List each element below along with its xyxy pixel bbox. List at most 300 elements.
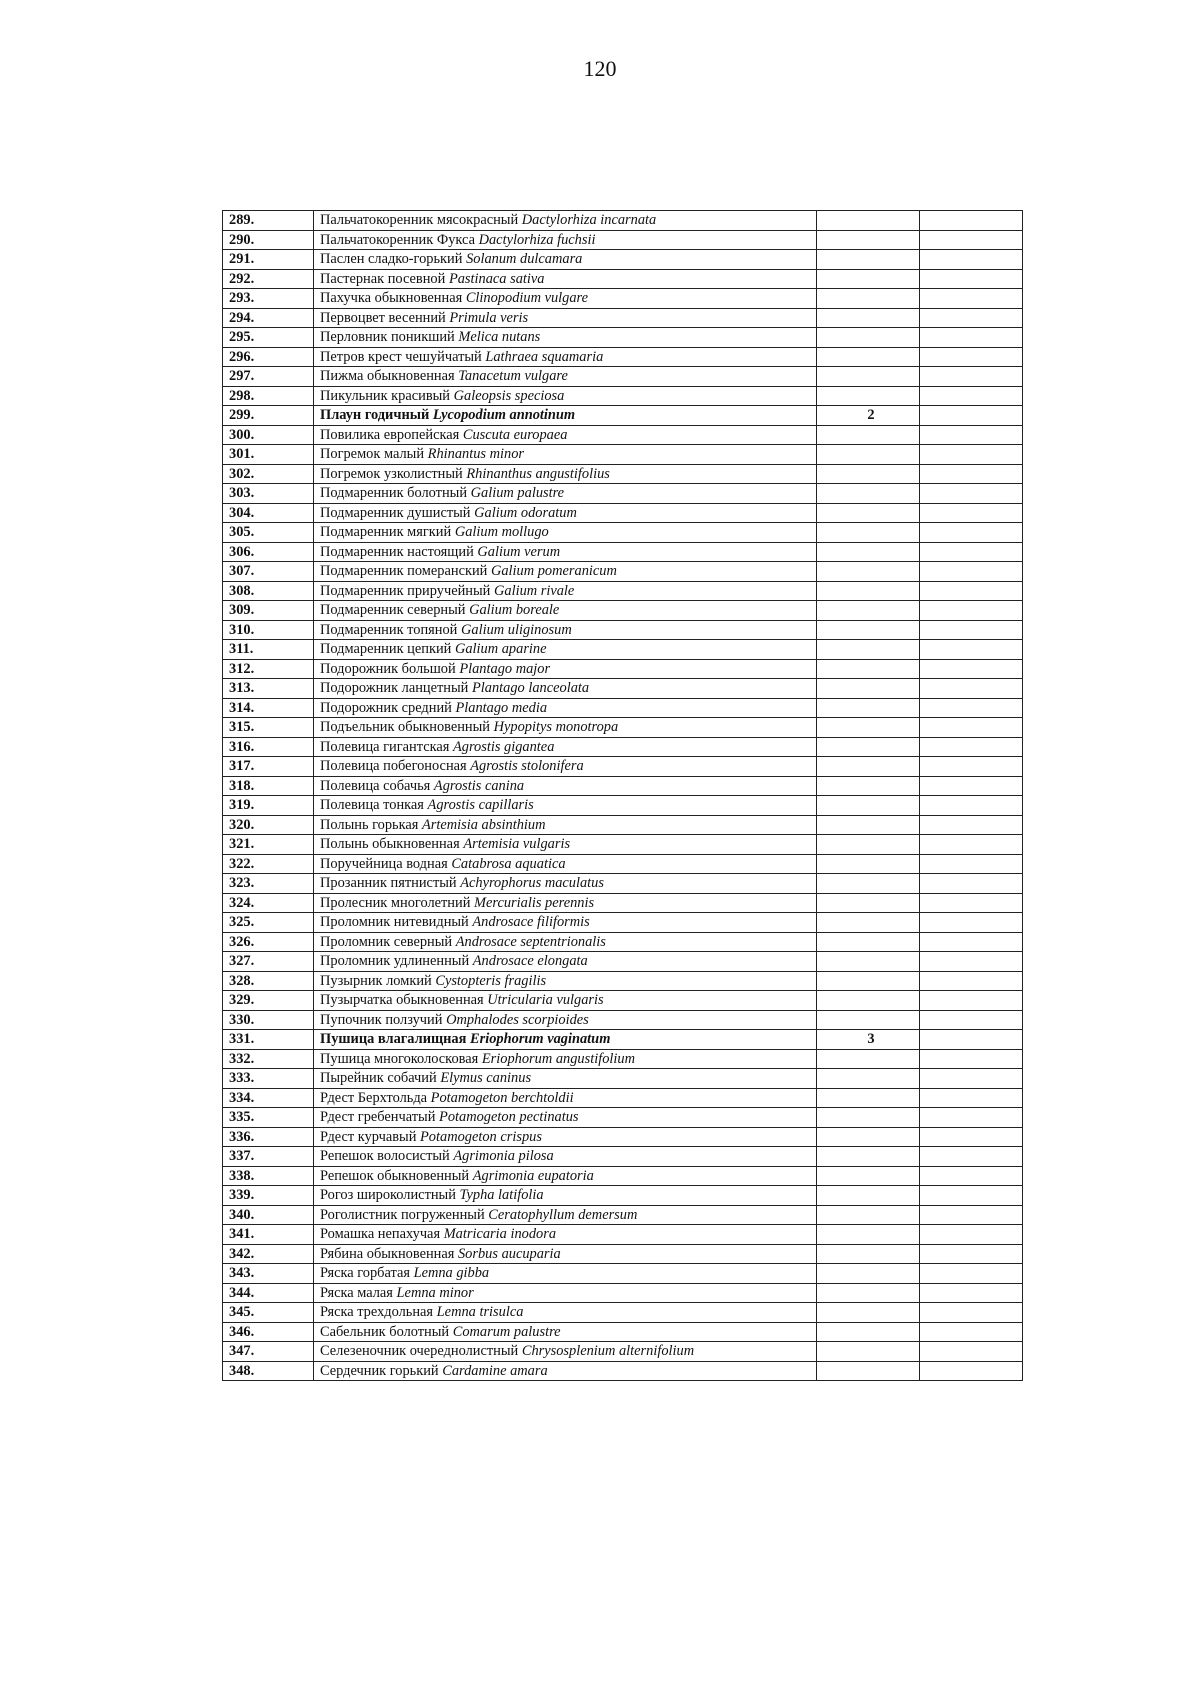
- row-number: 298.: [223, 386, 314, 406]
- table-row: [223, 1205, 1023, 1225]
- empty-cell: [920, 659, 1023, 679]
- row-number: 336.: [223, 1127, 314, 1147]
- empty-cell: [920, 679, 1023, 699]
- table-row: [223, 425, 1023, 445]
- empty-cell: [920, 874, 1023, 894]
- table-row: [223, 1147, 1023, 1167]
- species-latin-name: Primula veris: [449, 309, 529, 326]
- row-number: 347.: [223, 1342, 314, 1362]
- row-number: 305.: [223, 523, 314, 543]
- species-russian-name: Подмаренник померанский: [320, 563, 488, 580]
- status-category: [817, 347, 920, 367]
- empty-cell: [920, 1147, 1023, 1167]
- species-russian-name: Роголистник погруженный: [320, 1206, 485, 1223]
- status-category: [817, 503, 920, 523]
- empty-cell: [920, 796, 1023, 816]
- table-row: [223, 1342, 1023, 1362]
- species-latin-name: Ceratophyllum demersum: [488, 1206, 638, 1223]
- species-name-cell: [314, 1322, 817, 1342]
- status-category: [817, 659, 920, 679]
- species-name-cell: [314, 991, 817, 1011]
- species-name-cell: [314, 328, 817, 348]
- row-number: 344.: [223, 1283, 314, 1303]
- species-name-cell: [314, 1225, 817, 1245]
- species-name-cell: [314, 679, 817, 699]
- species-russian-name: Пальчатокоренник Фукса: [320, 231, 475, 248]
- species-name-cell: [314, 757, 817, 777]
- species-name-cell: [314, 1342, 817, 1362]
- status-category: [817, 230, 920, 250]
- species-latin-name: Rhinanthus angustifolius: [466, 465, 610, 482]
- table-row: [223, 1303, 1023, 1323]
- table-row: [223, 874, 1023, 894]
- table-row: [223, 854, 1023, 874]
- row-number: 321.: [223, 835, 314, 855]
- species-name-cell: [314, 913, 817, 933]
- empty-cell: [920, 1127, 1023, 1147]
- species-russian-name: Поручейница водная: [320, 855, 448, 872]
- status-category: [817, 952, 920, 972]
- status-category: [817, 445, 920, 465]
- empty-cell: [920, 640, 1023, 660]
- empty-cell: [920, 347, 1023, 367]
- row-number: 342.: [223, 1244, 314, 1264]
- empty-cell: [920, 1088, 1023, 1108]
- species-latin-name: Agrostis canina: [433, 777, 525, 794]
- species-russian-name: Пролесник многолетний: [320, 894, 471, 911]
- row-number: 300.: [223, 425, 314, 445]
- species-russian-name: Репешок волосистый: [320, 1148, 450, 1165]
- table-row: [223, 367, 1023, 387]
- species-name-cell: [314, 1069, 817, 1089]
- species-latin-name: Lemna gibba: [413, 1265, 490, 1282]
- table-row: [223, 1322, 1023, 1342]
- species-name-cell: [314, 874, 817, 894]
- empty-cell: [920, 1049, 1023, 1069]
- empty-cell: [920, 367, 1023, 387]
- status-category: [817, 1049, 920, 1069]
- empty-cell: [920, 601, 1023, 621]
- status-category: [817, 874, 920, 894]
- table-row: [223, 893, 1023, 913]
- species-russian-name: Пырейник собачий: [320, 1070, 437, 1087]
- table-row: [223, 601, 1023, 621]
- row-number: 331.: [223, 1030, 314, 1050]
- species-latin-name: Elymus caninus: [440, 1070, 532, 1087]
- row-number: 341.: [223, 1225, 314, 1245]
- species-latin-name: Agrostis stolonifera: [470, 758, 584, 775]
- status-category: [817, 464, 920, 484]
- species-latin-name: Solanum dulcamara: [466, 251, 583, 268]
- species-name-cell: [314, 796, 817, 816]
- species-russian-name: Пальчатокоренник мясокрасный: [320, 212, 519, 229]
- species-latin-name: Eriophorum vaginatum: [470, 1031, 611, 1048]
- table-row: [223, 1069, 1023, 1089]
- species-name-cell: [314, 601, 817, 621]
- status-category: [817, 542, 920, 562]
- species-latin-name: Galium uliginosum: [461, 621, 572, 638]
- empty-cell: [920, 1205, 1023, 1225]
- status-category: [817, 562, 920, 582]
- row-number: 328.: [223, 971, 314, 991]
- table-row: [223, 1244, 1023, 1264]
- species-name-cell: [314, 542, 817, 562]
- table-row: [223, 250, 1023, 270]
- species-russian-name: Пупочник ползучий: [320, 1011, 443, 1028]
- status-category: [817, 757, 920, 777]
- empty-cell: [920, 503, 1023, 523]
- species-name-cell: [314, 640, 817, 660]
- empty-cell: [920, 523, 1023, 543]
- status-category: [817, 1010, 920, 1030]
- species-table-body: [223, 211, 1023, 1381]
- status-category: [817, 1069, 920, 1089]
- species-latin-name: Galium boreale: [469, 602, 560, 619]
- species-latin-name: Galium odoratum: [474, 504, 577, 521]
- empty-cell: [920, 562, 1023, 582]
- species-name-cell: [314, 581, 817, 601]
- table-row: [223, 757, 1023, 777]
- species-name-cell: [314, 971, 817, 991]
- row-number: 301.: [223, 445, 314, 465]
- species-name-cell: [314, 893, 817, 913]
- status-category: [817, 893, 920, 913]
- species-latin-name: Galium rivale: [493, 582, 575, 599]
- species-latin-name: Plantago media: [455, 699, 548, 716]
- status-category: [817, 523, 920, 543]
- species-russian-name: Пастернак посевной: [320, 270, 446, 287]
- species-latin-name: Lycopodium annotinum: [432, 407, 576, 424]
- table-row: [223, 269, 1023, 289]
- row-number: 312.: [223, 659, 314, 679]
- species-russian-name: Пахучка обыкновенная: [320, 290, 463, 307]
- species-name-cell: [314, 835, 817, 855]
- species-latin-name: Melica nutans: [458, 329, 541, 346]
- species-name-cell: [314, 406, 817, 426]
- species-latin-name: Clinopodium vulgare: [465, 290, 588, 307]
- table-row: [223, 308, 1023, 328]
- table-row: [223, 1049, 1023, 1069]
- species-name-cell: [314, 854, 817, 874]
- species-latin-name: Cystopteris fragilis: [435, 972, 547, 989]
- species-latin-name: Comarum palustre: [452, 1323, 561, 1340]
- species-name-cell: [314, 289, 817, 309]
- empty-cell: [920, 464, 1023, 484]
- status-category: [817, 211, 920, 231]
- species-latin-name: Utricularia vulgaris: [487, 992, 604, 1009]
- table-row: [223, 1088, 1023, 1108]
- species-russian-name: Пузырчатка обыкновенная: [320, 992, 484, 1009]
- table-row: [223, 991, 1023, 1011]
- species-russian-name: Подмаренник мягкий: [320, 524, 452, 541]
- empty-cell: [920, 1342, 1023, 1362]
- species-name-cell: [314, 503, 817, 523]
- species-latin-name: Agrimonia eupatoria: [472, 1167, 594, 1184]
- table-row: [223, 445, 1023, 465]
- empty-cell: [920, 620, 1023, 640]
- species-name-cell: [314, 386, 817, 406]
- status-category: [817, 1283, 920, 1303]
- empty-cell: [920, 835, 1023, 855]
- row-number: 332.: [223, 1049, 314, 1069]
- row-number: 311.: [223, 640, 314, 660]
- species-russian-name: Подорожник большой: [320, 660, 456, 677]
- row-number: 335.: [223, 1108, 314, 1128]
- species-russian-name: Первоцвет весенний: [320, 309, 446, 326]
- species-russian-name: Проломник удлиненный: [320, 953, 470, 970]
- species-latin-name: Dactylorhiza incarnata: [521, 212, 657, 229]
- table-row: [223, 211, 1023, 231]
- species-russian-name: Репешок обыкновенный: [320, 1167, 470, 1184]
- row-number: 322.: [223, 854, 314, 874]
- row-number: 299.: [223, 406, 314, 426]
- empty-cell: [920, 952, 1023, 972]
- species-latin-name: Lemna trisulca: [436, 1304, 524, 1321]
- empty-cell: [920, 289, 1023, 309]
- empty-cell: [920, 230, 1023, 250]
- table-row: [223, 835, 1023, 855]
- species-latin-name: Sorbus aucuparia: [457, 1245, 561, 1262]
- species-russian-name: Сабельник болотный: [320, 1323, 450, 1340]
- status-category: [817, 1147, 920, 1167]
- table-row: [223, 484, 1023, 504]
- status-category: [817, 815, 920, 835]
- species-name-cell: [314, 815, 817, 835]
- page-number: 120: [583, 56, 617, 81]
- row-number: 327.: [223, 952, 314, 972]
- table-row: [223, 562, 1023, 582]
- species-name-cell: [314, 659, 817, 679]
- empty-cell: [920, 1030, 1023, 1050]
- row-number: 294.: [223, 308, 314, 328]
- species-latin-name: Dactylorhiza fuchsii: [478, 231, 596, 248]
- status-category: [817, 308, 920, 328]
- status-category: [817, 581, 920, 601]
- species-latin-name: Potamogeton crispus: [420, 1128, 542, 1145]
- empty-cell: [920, 776, 1023, 796]
- status-category: [817, 640, 920, 660]
- species-name-cell: [314, 1283, 817, 1303]
- empty-cell: [920, 308, 1023, 328]
- species-latin-name: Androsace elongata: [472, 953, 588, 970]
- species-latin-name: Galium aparine: [454, 641, 547, 658]
- empty-cell: [920, 1303, 1023, 1323]
- empty-cell: [920, 406, 1023, 426]
- empty-cell: [920, 698, 1023, 718]
- status-category: 3: [817, 1030, 920, 1050]
- table-row: [223, 1264, 1023, 1284]
- species-name-cell: [314, 1108, 817, 1128]
- species-russian-name: Ряска малая: [320, 1284, 393, 1301]
- species-latin-name: Pastinaca sativa: [448, 270, 545, 287]
- species-russian-name: Подмаренник северный: [320, 602, 466, 619]
- status-category: [817, 1303, 920, 1323]
- row-number: 326.: [223, 932, 314, 952]
- empty-cell: [920, 1244, 1023, 1264]
- species-russian-name: Подмаренник цепкий: [320, 641, 452, 658]
- row-number: 323.: [223, 874, 314, 894]
- species-name-cell: [314, 308, 817, 328]
- table-row: [223, 406, 1023, 426]
- species-latin-name: Plantago lanceolata: [471, 680, 590, 697]
- species-name-cell: [314, 250, 817, 270]
- species-name-cell: [314, 230, 817, 250]
- species-name-cell: [314, 698, 817, 718]
- table-row: [223, 737, 1023, 757]
- table-row: [223, 679, 1023, 699]
- row-number: 316.: [223, 737, 314, 757]
- species-name-cell: [314, 1166, 817, 1186]
- empty-cell: [920, 737, 1023, 757]
- row-number: 310.: [223, 620, 314, 640]
- species-latin-name: Tanacetum vulgare: [458, 368, 568, 385]
- species-russian-name: Погремок узколистный: [320, 465, 463, 482]
- species-latin-name: Cardamine amara: [442, 1362, 548, 1379]
- empty-cell: [920, 1186, 1023, 1206]
- species-russian-name: Полевица тонкая: [320, 797, 424, 814]
- species-russian-name: Пикульник красивый: [320, 387, 451, 404]
- status-category: [817, 737, 920, 757]
- species-russian-name: Подорожник ланцетный: [320, 680, 469, 697]
- species-russian-name: Рябина обыкновенная: [320, 1245, 455, 1262]
- row-number: 338.: [223, 1166, 314, 1186]
- species-name-cell: [314, 932, 817, 952]
- row-number: 333.: [223, 1069, 314, 1089]
- row-number: 296.: [223, 347, 314, 367]
- species-latin-name: Galium palustre: [470, 485, 565, 502]
- row-number: 297.: [223, 367, 314, 387]
- status-category: [817, 796, 920, 816]
- species-latin-name: Mercurialis perennis: [474, 894, 595, 911]
- row-number: 303.: [223, 484, 314, 504]
- species-name-cell: [314, 1049, 817, 1069]
- table-row: [223, 913, 1023, 933]
- table-row: [223, 1127, 1023, 1147]
- species-name-cell: [314, 1010, 817, 1030]
- empty-cell: [920, 991, 1023, 1011]
- species-name-cell: [314, 1361, 817, 1381]
- table-row: [223, 815, 1023, 835]
- species-russian-name: Перловник поникший: [320, 329, 455, 346]
- species-russian-name: Пушица влагалищная: [320, 1031, 467, 1048]
- empty-cell: [920, 913, 1023, 933]
- table-row: [223, 1010, 1023, 1030]
- species-name-cell: [314, 523, 817, 543]
- table-row: [223, 952, 1023, 972]
- species-latin-name: Agrimonia pilosa: [453, 1148, 554, 1165]
- species-latin-name: Plantago major: [459, 660, 551, 677]
- row-number: 329.: [223, 991, 314, 1011]
- empty-cell: [920, 386, 1023, 406]
- empty-cell: [920, 1069, 1023, 1089]
- empty-cell: [920, 1225, 1023, 1245]
- row-number: 293.: [223, 289, 314, 309]
- empty-cell: [920, 1322, 1023, 1342]
- table-row: [223, 1186, 1023, 1206]
- species-russian-name: Подмаренник болотный: [320, 485, 468, 502]
- empty-cell: [920, 1264, 1023, 1284]
- status-category: [817, 269, 920, 289]
- table-row: [223, 523, 1023, 543]
- row-number: 317.: [223, 757, 314, 777]
- species-name-cell: [314, 620, 817, 640]
- row-number: 291.: [223, 250, 314, 270]
- species-russian-name: Полевица гигантская: [320, 738, 450, 755]
- species-latin-name: Cuscuta europaea: [462, 426, 568, 443]
- status-category: [817, 1264, 920, 1284]
- status-category: [817, 932, 920, 952]
- species-russian-name: Рогоз широколистный: [320, 1187, 456, 1204]
- row-number: 334.: [223, 1088, 314, 1108]
- species-latin-name: Hypopitys monotropa: [493, 719, 619, 736]
- row-number: 308.: [223, 581, 314, 601]
- species-latin-name: Typha latifolia: [459, 1187, 544, 1204]
- empty-cell: [920, 1361, 1023, 1381]
- empty-cell: [920, 718, 1023, 738]
- row-number: 290.: [223, 230, 314, 250]
- empty-cell: [920, 445, 1023, 465]
- status-category: [817, 991, 920, 1011]
- table-row: [223, 581, 1023, 601]
- species-latin-name: Chrysosplenium alternifolium: [521, 1343, 695, 1360]
- status-category: [817, 1205, 920, 1225]
- table-row: [223, 1030, 1023, 1050]
- status-category: 2: [817, 406, 920, 426]
- species-russian-name: Плаун годичный: [320, 407, 430, 424]
- species-latin-name: Catabrosa aquatica: [451, 855, 566, 872]
- empty-cell: [920, 484, 1023, 504]
- species-name-cell: [314, 367, 817, 387]
- species-russian-name: Проломник северный: [320, 933, 453, 950]
- species-russian-name: Прозанник пятнистый: [320, 875, 457, 892]
- table-row: [223, 932, 1023, 952]
- empty-cell: [920, 425, 1023, 445]
- species-name-cell: [314, 347, 817, 367]
- empty-cell: [920, 932, 1023, 952]
- species-name-cell: [314, 1088, 817, 1108]
- species-latin-name: Artemisia vulgaris: [463, 836, 571, 853]
- species-latin-name: Androsace septentrionalis: [455, 933, 606, 950]
- species-russian-name: Пушица многоколосковая: [320, 1050, 479, 1067]
- empty-cell: [920, 581, 1023, 601]
- species-russian-name: Проломник нитевидный: [320, 914, 469, 931]
- status-category: [817, 250, 920, 270]
- species-russian-name: Подъельник обыкновенный: [320, 719, 491, 736]
- species-latin-name: Achyrophorus maculatus: [460, 875, 604, 892]
- species-latin-name: Omphalodes scorpioides: [446, 1011, 589, 1028]
- row-number: 318.: [223, 776, 314, 796]
- species-name-cell: [314, 211, 817, 231]
- species-latin-name: Artemisia absinthium: [422, 816, 546, 833]
- species-russian-name: Сердечник горький: [320, 1362, 439, 1379]
- status-category: [817, 386, 920, 406]
- species-russian-name: Петров крест чешуйчатый: [320, 348, 482, 365]
- species-latin-name: Galium verum: [477, 543, 561, 560]
- table-row: [223, 640, 1023, 660]
- species-russian-name: Полынь обыкновенная: [320, 836, 460, 853]
- table-row: [223, 1225, 1023, 1245]
- species-russian-name: Полевица собачья: [320, 777, 431, 794]
- species-russian-name: Ромашка непахучая: [320, 1226, 441, 1243]
- row-number: 320.: [223, 815, 314, 835]
- table-row: [223, 776, 1023, 796]
- species-latin-name: Androsace filiformis: [472, 914, 590, 931]
- status-category: [817, 328, 920, 348]
- table-row: [223, 1283, 1023, 1303]
- species-name-cell: [314, 1205, 817, 1225]
- empty-cell: [920, 971, 1023, 991]
- species-latin-name: Galium pomeranicum: [490, 563, 617, 580]
